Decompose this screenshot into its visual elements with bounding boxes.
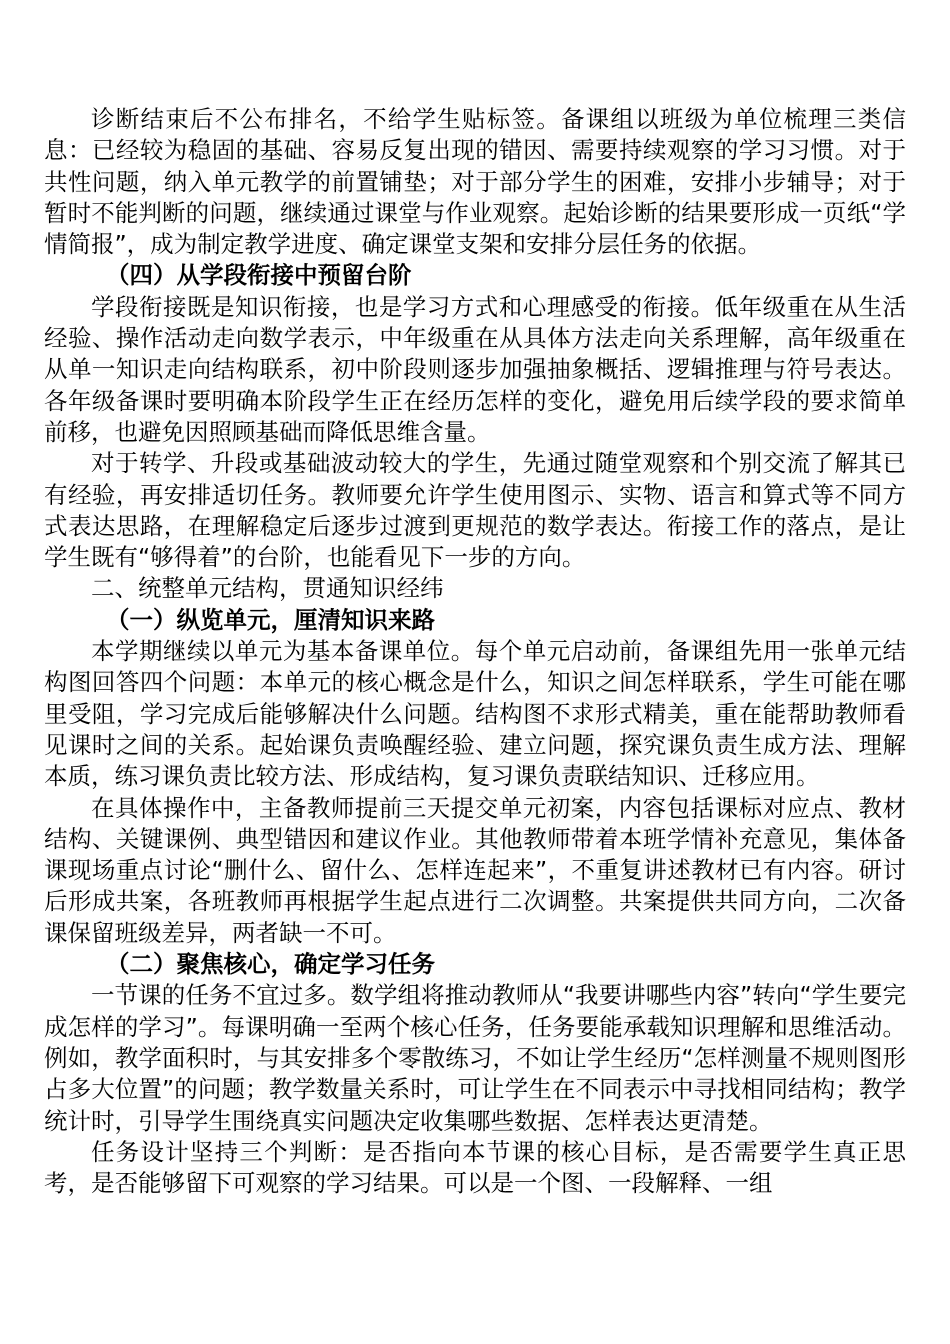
paragraph-core-tasks: 一节课的任务不宜过多。数学组将推动教师从“我要讲哪些内容”转向“学生要完成怎样的学习”。每课明确一至两个核心任务，任务要能承载知识理解和思维活动。例如，教学面积时，与其安排多个零散练习，不如让学生经历“怎样测量不规则图形占多大位置”的问题；教学数量关系时，可让学生在不同表示中寻找相同结构；教学统计时，引导学生围绕真实问题决定收集哪些数据、怎样表达更清楚。 — [44, 981, 906, 1135]
section-heading-4: （四）从学段衔接中预留台阶 — [106, 261, 412, 290]
section-heading-2: （二）聚焦核心，确定学习任务 — [106, 950, 435, 979]
paragraph-diagnosis-results: 诊断结束后不公布排名，不给学生贴标签。备课组以班级为单位梳理三类信息：已经较为稳固的基础、容易反复出现的错因、需要持续观察的学习习惯。对于共性问题，纳入单元教学的前置铺垫；对于部分学生的困难，安排小步辅导；对于暂时不能判断的问题，继续通过课堂与作业观察。起始诊断的结果要形成一页纸“学情简报”，成为制定教学进度、确定课堂支架和安排分层任务的依据。 — [44, 105, 906, 259]
paragraph-stage-transition: 学段衔接既是知识衔接，也是学习方式和心理感受的衔接。低年级重在从生活经验、操作活动走向数学表示，中年级重在从具体方法走向关系理解，高年级重在从单一知识走向结构联系，初中阶段则逐步加强抽象概括、逻辑推理与符号表达。各年级备课时要明确本阶段学生正在经历怎样的变化，避免用后续学段的要求简单前移，也避免因照顾基础而降低思维含量。 — [44, 292, 906, 446]
paragraph-task-design: 任务设计坚持三个判断：是否指向本节课的核心目标，是否需要学生真正思考，是否能够留下可观察的学习结果。可以是一个图、一段解释、一组 — [44, 1137, 906, 1198]
paragraph-unit-structure: 本学期继续以单元为基本备课单位。每个单元启动前，备课组先用一张单元结构图回答四个问题：本单元的核心概念是什么，知识之间怎样联系，学生可能在哪里受阻，学习完成后能够解决什么问题。结构图不求形式精美，重在能帮助教师看见课时之间的关系。起始课负责唤醒经验、建立问题，探究课负责生成方法、理解本质，练习课负责比较方法、形成结构，复习课负责联结知识、迁移应用。 — [44, 637, 906, 791]
chapter-heading-2: 二、统整单元结构，贯通知识经纬 — [91, 574, 444, 603]
paragraph-lesson-prep: 在具体操作中，主备教师提前三天提交单元初案，内容包括课标对应点、教材结构、关键课例、典型错因和建议作业。其他教师带着本班学情补充意见，集体备课现场重点讨论“删什么、留什么、怎样连起来”，不重复讲述教材已有内容。研讨后形成共案，各班教师再根据学生起点进行二次调整。共案提供共同方向，二次备课保留班级差异，两者缺一不可。 — [44, 793, 906, 947]
paragraph-transfer-students: 对于转学、升段或基础波动较大的学生，先通过随堂观察和个别交流了解其已有经验，再安排适切任务。教师要允许学生使用图示、实物、语言和算式等不同方式表达思路，在理解稳定后逐步过渡到更规范的数学表达。衔接工作的落点，是让学生既有“够得着”的台阶，也能看见下一步的方向。 — [44, 449, 906, 572]
section-heading-1: （一）纵览单元，厘清知识来路 — [106, 605, 435, 634]
